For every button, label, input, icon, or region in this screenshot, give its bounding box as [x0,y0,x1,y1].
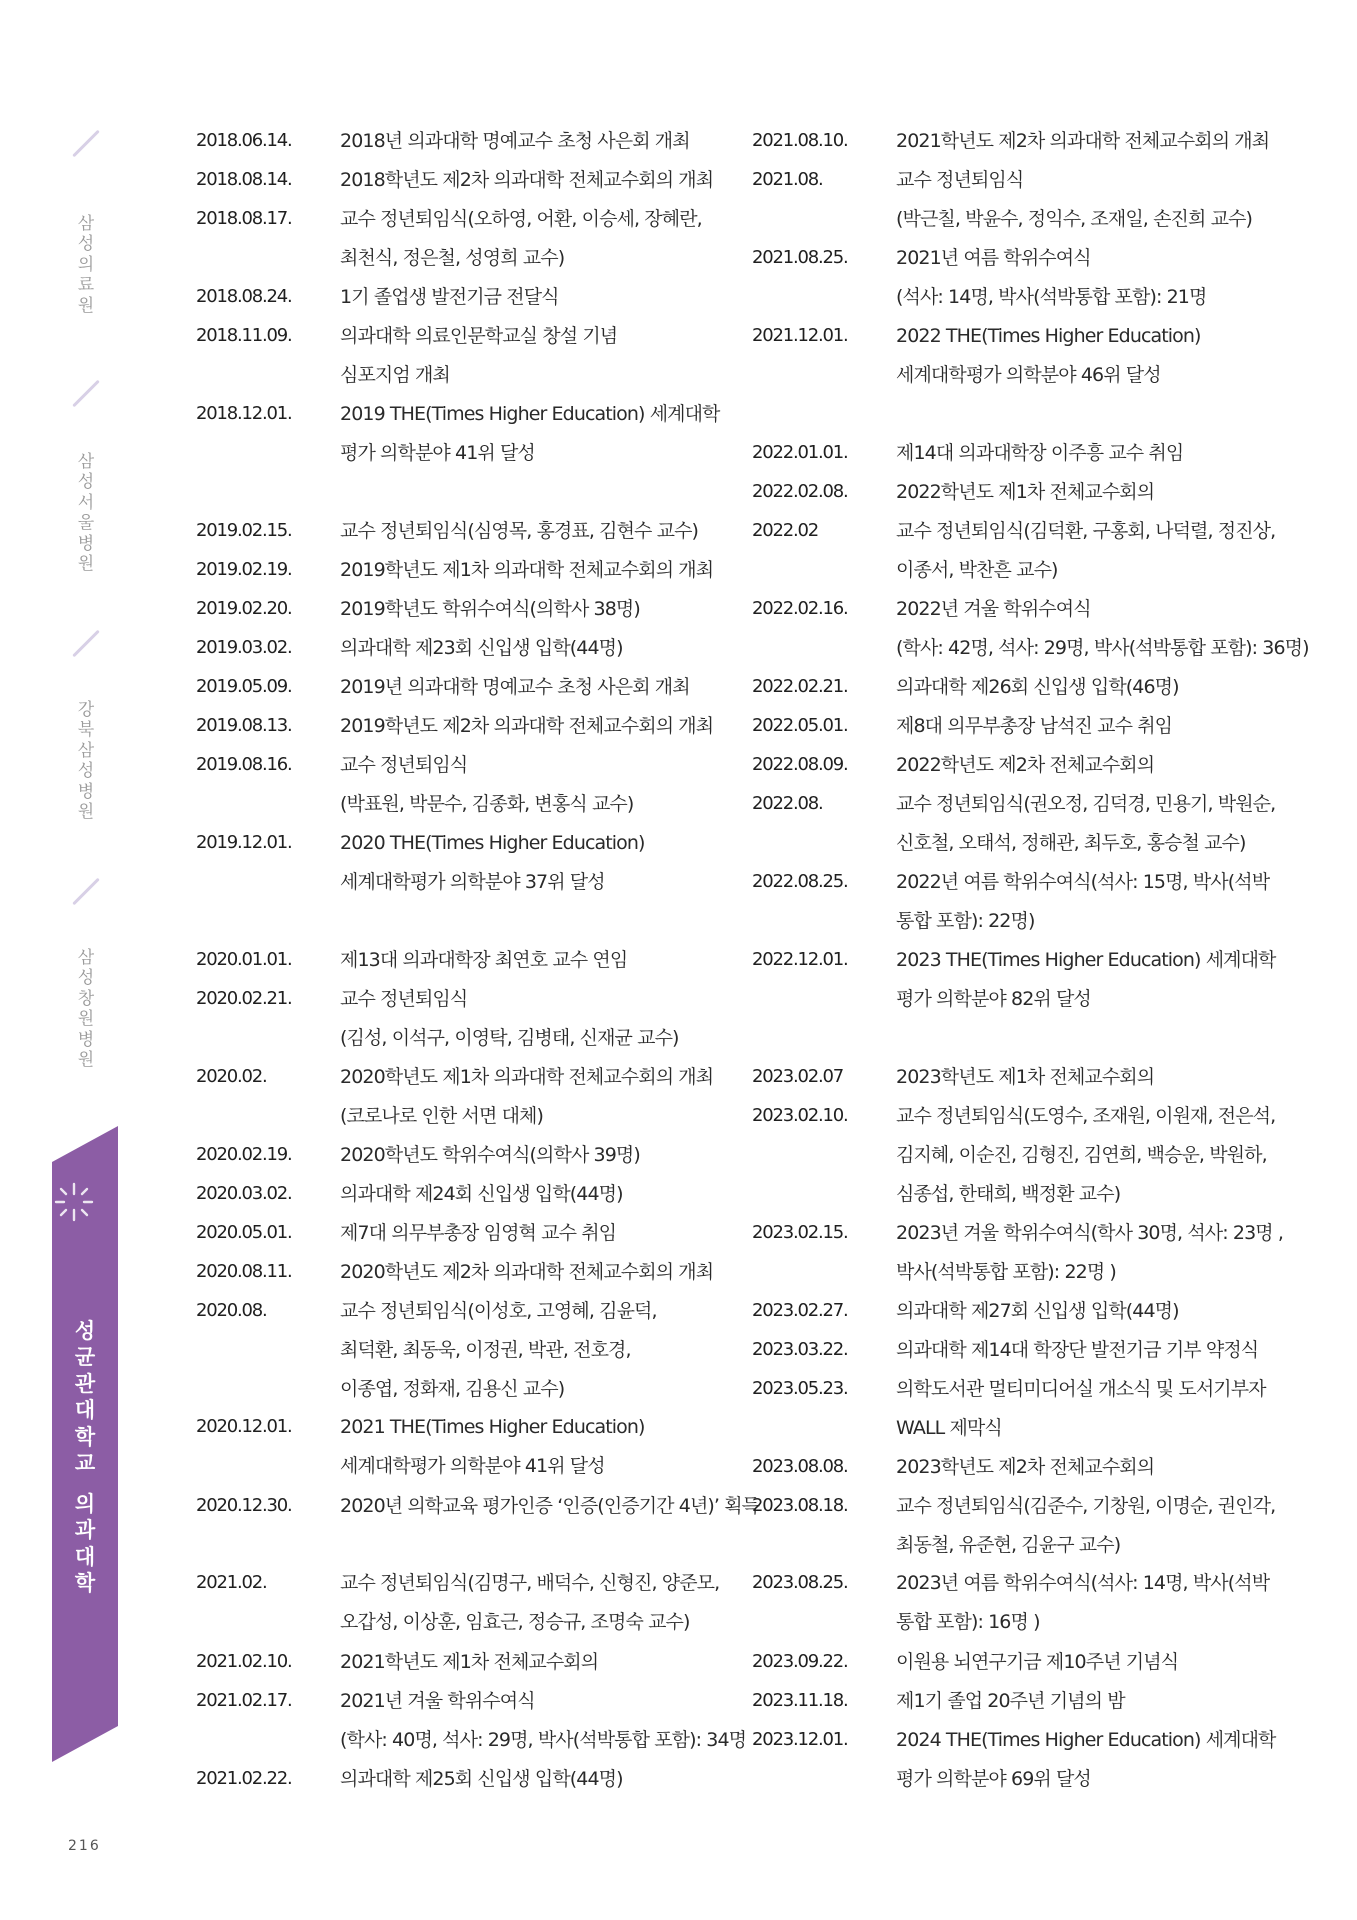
entry-text-line: 2018학년도 제2차 의과대학 전체교수회의 개최 [340,169,714,191]
timeline-entry [196,395,720,473]
timeline-entry [752,746,1154,785]
timeline-entry [196,668,690,707]
entry-text-line: 2022년 겨울 학위수여식 [896,598,1091,620]
timeline-entry [752,1292,1179,1331]
label-char: 서 [77,492,95,513]
entry-text-line: 최천식, 정은철, 성영희 교수) [340,246,565,269]
entry-date: 2019.02.20. [196,598,292,619]
entry-description [896,1448,1154,1487]
entry-description [340,941,627,980]
entry-text-line: 세계대학평가 의학분야 41위 달성 [340,1454,605,1477]
label-char: 원 [77,801,95,822]
entry-description [340,1136,640,1175]
timeline-entry [196,1643,598,1682]
entry-text-line: 평가 의학분야 69위 달성 [896,1767,1091,1790]
entry-text-line: 2021년 겨울 학위수여식 [340,1690,535,1712]
sparkle-icon [52,1180,96,1224]
entry-description [340,1408,645,1486]
entry-date: 2023.02.07 [752,1066,844,1087]
entry-date: 2022.02.08. [752,481,848,502]
entry-date: 2019.02.15. [196,520,292,541]
timeline-entry [752,1564,1269,1642]
entry-description [896,1058,1154,1097]
timeline-entry [752,1097,1275,1213]
entry-text-line: 제1기 졸업 20주년 기념의 밤 [896,1690,1125,1712]
entry-text-line: 2023년 겨울 학위수여식(학사 30명, 석사: 23명 , [896,1222,1283,1244]
entry-text-line: 1기 졸업생 발전기금 전달식 [340,286,559,308]
entry-description [896,1682,1125,1721]
entry-date: 2018.12.01. [196,403,292,424]
entry-description [340,1292,657,1408]
entry-text-line: (학사: 40명, 석사: 29명, 박사(석박통합 포함): 34명 [340,1728,747,1751]
entry-text-line: 신호철, 오태석, 정해관, 최두호, 홍승철 교수) [896,831,1246,854]
entry-date: 2022.08.09. [752,754,848,775]
entry-description [340,668,690,707]
timeline-entry [196,1136,640,1175]
label-char: 성 [77,761,95,782]
timeline-entry [196,824,645,902]
entry-description [340,980,679,1058]
entry-text-line: 2019학년도 제2차 의과대학 전체교수회의 개최 [340,715,714,737]
entry-description [896,1292,1179,1331]
entry-date: 2019.02.19. [196,559,292,580]
entry-description [340,278,559,317]
entry-text-line: 오갑성, 이상훈, 임효근, 정승규, 조명숙 교수) [340,1610,690,1633]
entry-text-line: (박근칠, 박윤수, 정익수, 조재일, 손진희 교수) [896,207,1253,230]
entry-text-line: 교수 정년퇴임식(권오정, 김덕경, 민용기, 박원순, [896,793,1276,815]
label-char: 관 [74,1371,96,1396]
tab-samsung-changwon-hospital[interactable] [66,948,106,1070]
timeline-entry [196,1292,657,1408]
entry-text-line: 2020학년도 제1차 의과대학 전체교수회의 개최 [340,1066,714,1088]
entry-date: 2020.02.21. [196,988,292,1009]
entry-date: 2020.01.01. [196,949,292,970]
label-char: 원 [77,553,95,574]
sidebar-nav [0,0,130,1920]
label-char: 성 [77,234,95,255]
entry-date: 2022.02.16. [752,598,848,619]
entry-description [896,1097,1275,1213]
timeline-entry [752,1058,1154,1097]
entry-date: 2019.08.16. [196,754,292,775]
entry-description [896,590,1309,668]
entry-text-line: 2024 THE(Times Higher Education) 세계대학 [896,1729,1276,1751]
entry-text-line: 의과대학 제26회 신입생 입학(46명) [896,676,1179,698]
entry-text-line: 2023 THE(Times Higher Education) 세계대학 [896,949,1276,971]
entry-text-line: 의과대학 제14대 학장단 발전기금 기부 약정식 [896,1339,1259,1361]
entry-description [896,122,1269,161]
timeline-entry [752,785,1275,863]
entry-date: 2020.02. [196,1066,267,1087]
entry-date: 2023.08.25. [752,1572,848,1593]
entry-description [340,1643,598,1682]
entry-text-line: 교수 정년퇴임식 [896,169,1024,191]
label-char: 병 [77,1029,95,1050]
timeline-entry [196,1175,623,1214]
label-char: 의 [74,1491,96,1516]
entry-description [340,551,713,590]
entry-description [896,863,1269,941]
entry-date: 2019.08.13. [196,715,292,736]
entry-date: 2022.02.21. [752,676,848,697]
entry-text-line: 김지혜, 이순진, 김형진, 김연희, 백승운, 박원하, [896,1143,1267,1166]
page-number: 216 [68,1838,101,1854]
timeline-entry [752,512,1275,590]
entry-date: 2022.12.01. [752,949,848,970]
label-char: 성 [77,968,95,989]
timeline-entry [196,1058,713,1136]
label-char: 삼 [77,452,95,472]
entry-description [340,1487,759,1526]
label-char: 교 [74,1451,96,1476]
tab-samsung-medical-center[interactable] [66,214,106,316]
entry-description [896,317,1201,395]
entry-text-line: (석사: 14명, 박사(석박통합 포함): 21명 [896,285,1207,308]
timeline-entry [752,863,1269,941]
entry-description [896,1331,1258,1370]
entry-description [340,1214,616,1253]
label-char: 학 [74,1424,96,1449]
entry-text-line: 이원용 뇌연구기금 제10주년 기념식 [896,1651,1179,1673]
label-char: 원 [77,1009,95,1030]
entry-text-line: 2020학년도 제2차 의과대학 전체교수회의 개최 [340,1261,714,1283]
timeline-entry [196,512,698,551]
entry-text-line: (학사: 42명, 석사: 29명, 박사(석박통합 포함): 36명) [896,636,1309,659]
entry-date: 2022.01.01. [752,442,848,463]
label-char: 원 [77,1049,95,1070]
timeline-entry [196,317,617,395]
entry-date: 2021.02.17. [196,1690,292,1711]
entry-date: 2021.02.22. [196,1768,292,1789]
entry-description [896,239,1206,317]
entry-description [896,1643,1178,1682]
entry-text-line: WALL 제막식 [896,1416,1002,1439]
entry-text-line: 의과대학 제24회 신입생 입학(44명) [340,1183,623,1205]
entry-description [340,824,645,902]
entry-text-line: 박사(석박통합 포함): 22명 ) [896,1260,1116,1283]
entry-text-line: 평가 의학분야 82위 달성 [896,987,1091,1010]
entry-text-line: 제7대 의무부총장 임영혁 교수 취임 [340,1222,617,1244]
timeline-entry [196,1682,746,1760]
timeline-entry [752,1214,1283,1292]
timeline-entry [196,200,702,278]
entry-text-line: 최동철, 유준현, 김윤구 교수) [896,1533,1121,1556]
entry-text-line: 2023학년도 제2차 전체교수회의 [896,1456,1155,1478]
label-char: 과 [74,1518,96,1543]
entry-description [340,1058,713,1136]
timeline-entry [752,1370,1266,1448]
entry-text-line: 제8대 의무부총장 남석진 교수 취임 [896,715,1173,737]
entry-description [340,161,713,200]
entry-text-line: 교수 정년퇴임식(이성호, 고영혜, 김윤덕, [340,1300,657,1322]
timeline-entry [196,590,640,629]
timeline-entry [752,668,1179,707]
entry-text-line: 2020 THE(Times Higher Education) [340,832,645,854]
entry-description [340,317,617,395]
entry-text-line: 2021학년도 제2차 의과대학 전체교수회의 개최 [896,130,1270,152]
entry-description [896,434,1183,473]
entry-date: 2021.02.10. [196,1651,292,1672]
label-char: 대 [74,1398,96,1423]
entry-description [340,200,702,278]
entry-text-line: 2020학년도 학위수여식(의학사 39명) [340,1144,640,1166]
entry-description [340,512,698,551]
label-char: 울 [77,513,95,534]
entry-date: 2019.05.09. [196,676,292,697]
timeline-entry [752,1331,1258,1370]
entry-text-line: 2020년 의학교육 평가인증 ‘인증(인증기간 4년)’ 획득 [340,1495,760,1517]
entry-date: 2019.03.02. [196,637,292,658]
timeline-entry [752,1643,1178,1682]
timeline-entry [752,590,1309,668]
timeline-entry [196,746,633,824]
entry-text-line: 의학도서관 멀티미디어실 개소식 및 도서기부자 [896,1378,1266,1400]
entry-date: 2023.03.22. [752,1339,848,1360]
entry-description [896,1487,1275,1565]
timeline-entry [196,1564,719,1642]
entry-text-line: 교수 정년퇴임식(도영수, 조재원, 이원재, 전은석, [896,1105,1276,1127]
entry-date: 2022.08. [752,793,823,814]
entry-description [896,161,1252,239]
entry-text-line: (코로나로 인한 서면 대체) [340,1104,543,1127]
entry-text-line: 2021년 여름 학위수여식 [896,247,1091,269]
entry-text-line: 2023학년도 제1차 전체교수회의 [896,1066,1155,1088]
entry-text-line: 2022년 여름 학위수여식(석사: 15명, 박사(석박 [896,871,1270,893]
entry-description [340,707,713,746]
timeline-entry [752,122,1269,161]
entry-description [340,1253,713,1292]
tab-samsung-seoul-hospital[interactable] [66,452,106,574]
label-char: 학 [74,1571,96,1596]
tab-skku-medicine-active[interactable] [52,1318,118,1597]
entry-text-line: 교수 정년퇴임식 [340,754,468,776]
timeline-entry [752,1487,1275,1565]
entry-date: 2021.08. [752,169,823,190]
entry-text-line: 교수 정년퇴임식(오하영, 어환, 이승세, 장혜란, [340,208,702,230]
entry-text-line: 이종서, 박찬흔 교수) [896,558,1058,581]
entry-description [896,668,1179,707]
entry-date: 2020.03.02. [196,1183,292,1204]
label-char: 병 [77,533,95,554]
entry-text-line: 심포지엄 개최 [340,363,450,386]
entry-text-line: 2022 THE(Times Higher Education) [896,325,1201,347]
label-char: 삼 [77,214,95,234]
entry-text-line: 2019학년도 제1차 의과대학 전체교수회의 개최 [340,559,714,581]
entry-description [340,590,640,629]
entry-text-line: 2022학년도 제2차 전체교수회의 [896,754,1155,776]
timeline-entry [196,1214,616,1253]
tab-kangbuk-samsung-hospital[interactable] [66,700,106,822]
entry-description [896,1564,1269,1642]
entry-date: 2020.12.01. [196,1416,292,1437]
timeline-entry [196,629,623,668]
entry-text-line: 최덕환, 최동욱, 이정권, 박관, 전호경, [340,1338,631,1361]
entry-date: 2023.02.27. [752,1300,848,1321]
entry-text-line: 2018년 의과대학 명예교수 초청 사은회 개최 [340,130,690,152]
timeline-entry [196,161,713,200]
entry-date: 2023.12.01. [752,1729,848,1750]
entry-description [896,785,1275,863]
timeline-entry [196,941,627,980]
entry-text-line: 세계대학평가 의학분야 46위 달성 [896,363,1161,386]
timeline-entry [196,1408,645,1486]
timeline-entry [196,1760,623,1799]
label-char: 성 [74,1319,96,1343]
label-char: 대 [74,1544,96,1569]
entry-text-line: 의과대학 의료인문학교실 창설 기념 [340,325,618,347]
entry-description [896,746,1154,785]
entry-text-line: 의과대학 제27회 신입생 입학(44명) [896,1300,1179,1322]
entry-date: 2022.02 [752,520,819,541]
timeline-entry [196,980,679,1058]
entry-text-line: 제14대 의과대학장 이주흥 교수 취임 [896,442,1184,464]
entry-date: 2021.12.01. [752,325,848,346]
timeline-entry [196,1487,759,1526]
entry-text-line: 심종섭, 한태희, 백정환 교수) [896,1182,1121,1205]
entry-date: 2020.05.01. [196,1222,292,1243]
entry-text-line: 2021학년도 제1차 전체교수회의 [340,1651,599,1673]
timeline-entry [752,317,1201,395]
divider-slash [72,380,100,408]
entry-text-line: 교수 정년퇴임식(심영목, 홍경표, 김현수 교수) [340,520,699,542]
label-char: 삼 [77,948,95,968]
entry-date: 2018.08.17. [196,208,292,229]
timeline-entry [196,1253,713,1292]
timeline-entry [752,1682,1125,1721]
entry-text-line: 의과대학 제25회 신입생 입학(44명) [340,1768,623,1790]
entry-date: 2021.08.10. [752,130,848,151]
entry-date: 2023.05.23. [752,1378,848,1399]
entry-description [896,1214,1283,1292]
label-char: 병 [77,781,95,802]
entry-date: 2022.05.01. [752,715,848,736]
entry-description [340,122,690,161]
entry-date: 2023.11.18. [752,1690,848,1711]
timeline-entry [196,707,713,746]
entry-text-line: 2023년 여름 학위수여식(석사: 14명, 박사(석박 [896,1572,1270,1594]
entry-date: 2019.12.01. [196,832,292,853]
timeline-entry [752,707,1172,746]
entry-description [896,941,1276,1019]
entry-description [340,395,720,473]
timeline-entry [752,161,1252,239]
entry-text-line: 2021 THE(Times Higher Education) [340,1416,645,1438]
timeline-entry [752,434,1183,473]
entry-date: 2020.08.11. [196,1261,292,1282]
entry-description [340,1564,719,1642]
entry-date: 2023.09.22. [752,1651,848,1672]
entry-text-line: 이종엽, 정화재, 김용신 교수) [340,1377,565,1400]
entry-text-line: 교수 정년퇴임식 [340,988,468,1010]
divider-slash [72,130,100,158]
entry-text-line: 교수 정년퇴임식(김준수, 기창원, 이명순, 권인각, [896,1495,1276,1517]
entry-date: 2021.02. [196,1572,267,1593]
entry-date: 2018.08.14. [196,169,292,190]
entry-text-line: 의과대학 제23회 신입생 입학(44명) [340,637,623,659]
label-char: 원 [77,295,95,316]
entry-text-line: 통합 포함): 22명) [896,909,1035,932]
label-space [81,1477,88,1491]
entry-text-line: 세계대학평가 의학분야 37위 달성 [340,870,605,893]
entry-description [896,1370,1266,1448]
timeline-entry [196,278,559,317]
entry-text-line: 교수 정년퇴임식(김덕환, 구홍회, 나덕렬, 정진상, [896,520,1276,542]
entry-text-line: 통합 포함): 16명 ) [896,1610,1040,1633]
entry-description [896,473,1154,512]
timeline-entry [196,551,713,590]
entry-text-line: 2019학년도 학위수여식(의학사 38명) [340,598,640,620]
entry-text-line: 교수 정년퇴임식(김명구, 배덕수, 신형진, 양준모, [340,1572,720,1594]
entry-text-line: 2022학년도 제1차 전체교수회의 [896,481,1155,503]
entry-date: 2023.08.18. [752,1495,848,1516]
entry-date: 2018.11.09. [196,325,292,346]
entry-date: 2023.02.10. [752,1105,848,1126]
label-char: 의 [77,254,95,275]
entry-text-line: (김성, 이석구, 이영탁, 김병태, 신재균 교수) [340,1026,679,1049]
label-char: 료 [77,275,95,296]
entry-description [340,629,623,668]
entry-date: 2018.06.14. [196,130,292,151]
divider-slash [72,878,100,906]
entry-date: 2020.02.19. [196,1144,292,1165]
entry-description [896,1721,1276,1799]
timeline-entry [196,122,690,161]
entry-text-line: (박표원, 박문수, 김종화, 변홍식 교수) [340,792,634,815]
timeline-entry [752,941,1276,1019]
entry-date: 2022.08.25. [752,871,848,892]
entry-date: 2023.02.15. [752,1222,848,1243]
entry-description [896,707,1172,746]
entry-description [340,1175,623,1214]
entry-date: 2020.12.30. [196,1495,292,1516]
timeline-entry [752,1448,1154,1487]
divider-slash [72,630,100,658]
entry-text-line: 2019년 의과대학 명예교수 초청 사은회 개최 [340,676,690,698]
timeline-entry [752,1721,1276,1799]
label-char: 성 [77,472,95,493]
timeline-entry [752,239,1206,317]
entry-text-line: 제13대 의과대학장 최연호 교수 연임 [340,949,628,971]
label-char: 북 [77,720,95,741]
label-char: 창 [77,988,95,1009]
entry-description [340,746,633,824]
entry-date: 2023.08.08. [752,1456,848,1477]
entry-date: 2021.08.25. [752,247,848,268]
entry-date: 2020.08. [196,1300,267,1321]
label-char: 강 [77,700,95,720]
timeline-entry [752,473,1154,512]
entry-text-line: 2019 THE(Times Higher Education) 세계대학 [340,403,720,425]
label-char: 균 [74,1345,96,1370]
entry-description [896,512,1275,590]
entry-description [340,1682,746,1760]
entry-description [340,1760,623,1799]
entry-text-line: 평가 의학분야 41위 달성 [340,441,535,464]
label-char: 삼 [77,740,95,761]
entry-date: 2018.08.24. [196,286,292,307]
